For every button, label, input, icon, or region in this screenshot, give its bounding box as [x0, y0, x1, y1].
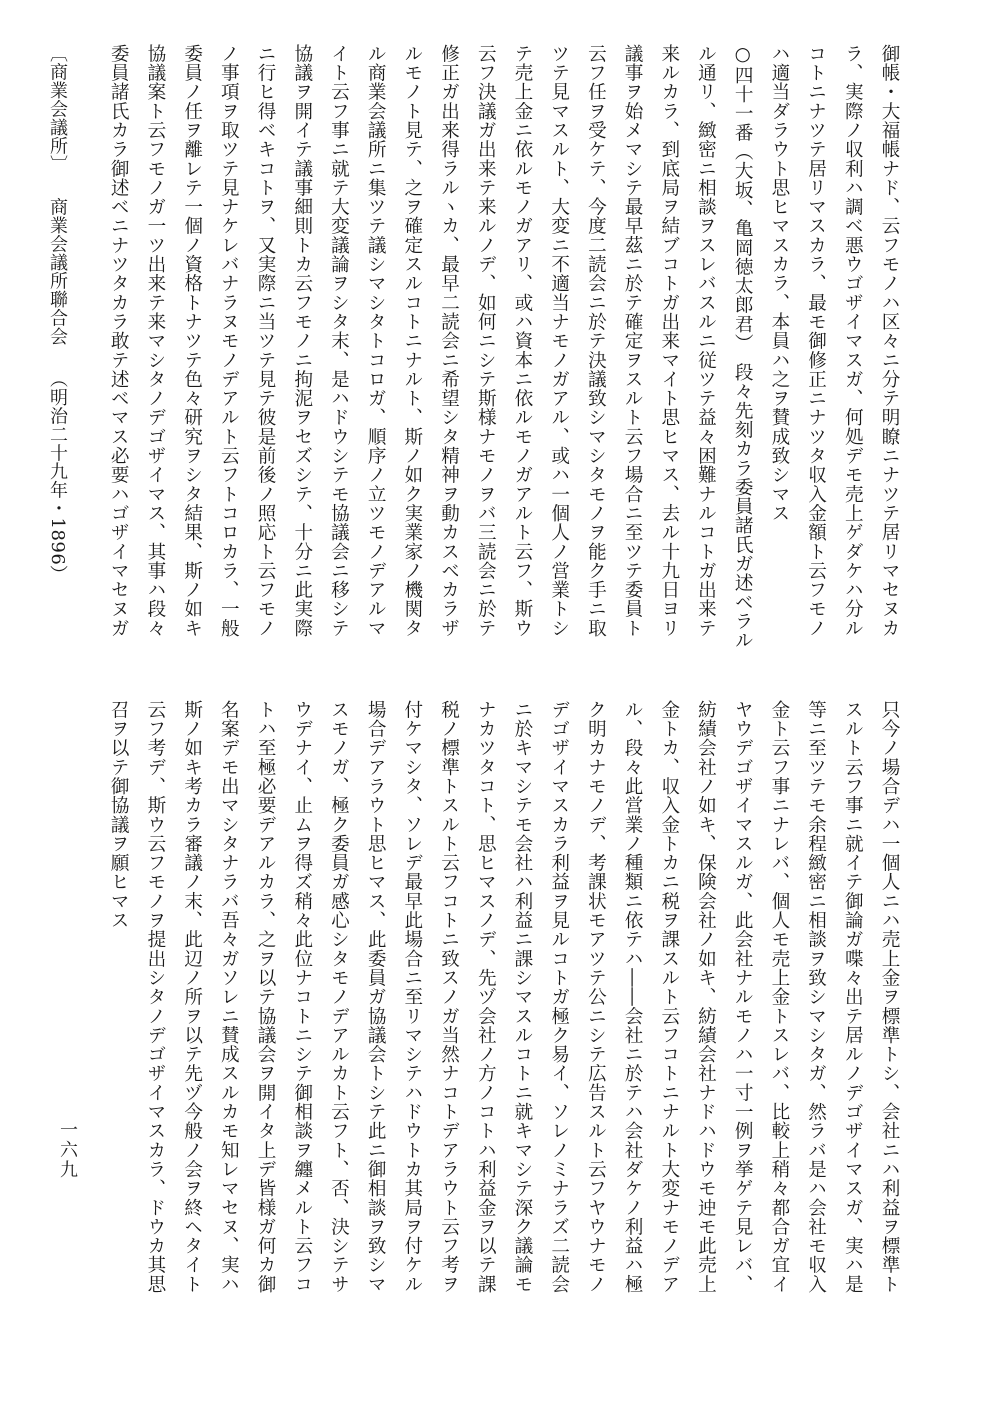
text-column: 議事ヲ始メマシテ最早茲ニ於テ確定ヲスルト云フ場合ニ至ツテ委員ト — [622, 44, 644, 638]
page-number: 一六九 — [57, 1120, 78, 1180]
text-column: イト云フ事ニ就テ大変議論ヲシタ末、是ハドウシテモ協議会ニ移シテ — [328, 44, 350, 638]
text-column: ラ、実際ノ収利ハ調ベ悪ウゴザイマスガ、何処デモ売上ゲダケハ分ル — [842, 44, 864, 638]
text-column: ル商業会議所ニ集ツテ議シマシタトコロガ、順序ノ立ツモノデアルマ — [365, 44, 387, 638]
text-column: 修正ガ出来得ラルヽカ、最早二読会ニ希望シタ精神ヲ動カスベカラザ — [438, 44, 460, 638]
text-column: 云フ考デ、斯ウ云フモノヲ提出シタノデゴザイマスカラ、ドウカ其思 — [144, 700, 166, 1294]
text-column: ヤウデゴザイマスルガ、此会社ナルモノハ一寸一例ヲ挙ゲテ見レバ、 — [732, 700, 754, 1294]
text-column: トハ至極必要デアルカラ、之ヲ以テ協議会ヲ開イタ上デ皆様ガ何カ御 — [255, 700, 277, 1294]
text-column: スルト云フ事ニ就イテ御論ガ喋々出テ居ルノデゴザイマスガ、実ハ是 — [842, 700, 864, 1294]
header-section: 〔商業会議所〕 — [47, 44, 68, 174]
text-column: 等ニ至ツテモ余程緻密ニ相談ヲ致シマシタガ、然ラバ是ハ会社モ収入 — [805, 700, 827, 1294]
text-column: ○四十一番（大坂、亀岡徳太郎君） 段々先刻カラ委員諸氏ガ述ベラル — [732, 44, 754, 650]
lower-text-block — [100, 700, 907, 1325]
text-column: コトニナツテ居リマスカラ、最モ御修正ニナツタ収入金額ト云フモノ — [805, 44, 827, 638]
text-column: 金トカ、収入金トカニ税ヲ課スルト云フコトニナルト大変ナモノデア — [658, 700, 680, 1294]
text-column: ハ適当ダラウト思ヒマスカラ、本員ハ之ヲ賛成致シマス — [768, 44, 790, 523]
text-column: 場合デアラウト思ヒマス、此委員ガ協議会トシテ此ニ御相談ヲ致シマ — [365, 700, 387, 1294]
text-column: 来ルカラ、到底局ヲ結ブコトガ出来マイト思ヒマス、去ル十九日ヨリ — [658, 44, 680, 638]
text-column: 委員諸氏カラ御述ベニナツタカラ敢テ述ベマス必要ハゴザイマセヌガ — [108, 44, 130, 638]
text-column: スモノガ、極ク委員ガ感心シタモノデアルカト云フト、否、決シテサ — [328, 700, 350, 1294]
header-era: （明治二十九年・1896） — [47, 369, 68, 584]
text-column: 召ヲ以テ御協議ヲ願ヒマス — [108, 700, 130, 930]
text-column: ル通リ、緻密ニ相談ヲスレバスルニ従ツテ益々困難ナルコトガ出来テ — [695, 44, 717, 638]
running-header — [44, 44, 70, 584]
text-column: 委員ノ任ヲ離レテ一個ノ資格トナツテ色々研究ヲシタ結果、斯ノ如キ — [181, 44, 203, 638]
text-column: ニ於キマシテモ会社ハ利益ニ課シマスルコトニ就キマシテ深ク議論モ — [511, 700, 533, 1294]
text-column: 只今ノ場合デハ一個人ニハ売上金ヲ標準トシ、会社ニハ利益ヲ標準ト — [879, 700, 900, 1294]
text-column: 金ト云フ事ニナレバ、個人モ売上金トスレバ、比較上稍々都合ガ宜イ — [768, 700, 790, 1294]
text-column: ツテ見マスルト、大変ニ不適当ナモノガアル、或ハ一個人ノ営業トシ — [548, 44, 570, 638]
text-column: 協議ヲ開イテ議事細則トカ云フモノニ拘泥ヲセズシテ、十分ニ此実際 — [291, 44, 313, 638]
text-column: テ売上金ニ依ルモノガアリ、或ハ資本ニ依ルモノガアルト云フ、斯ウ — [511, 44, 533, 638]
text-column: ウデナイ、止ムヲ得ズ稍々此位ナコトニシテ御相談ヲ纏メルト云フコ — [291, 700, 313, 1294]
text-column: ルモノト見テ、之ヲ確定スルコトニナルト、斯ノ如ク実業家ノ機関タ — [401, 44, 423, 638]
text-column: ナカツタコト、思ヒマスノデ、先ヅ会社ノ方ノコトハ利益金ヲ以テ課 — [475, 700, 497, 1294]
text-column: 御帳・大福帳ナド、云フモノハ区々ニ分テ明瞭ニナツテ居リマセヌカ — [879, 44, 900, 638]
text-column: 名案デモ出マシタナラバ吾々ガソレニ賛成スルカモ知レマセヌ、実ハ — [218, 700, 240, 1294]
text-column: 云フ任ヲ受ケテ、今度二読会ニ於テ決議致シマシタモノヲ能ク手ニ取 — [585, 44, 607, 638]
text-column: ノ事項ヲ取ツテ見ナケレバナラヌモノデアルト云フトコロカラ、一般 — [218, 44, 240, 638]
text-column: ク明カナモノデ、考課状モアツテ公ニシテ広告スルト云フヤウナモノ — [585, 700, 607, 1294]
header-title: 商業会議所聯合会 — [47, 197, 68, 346]
text-column: 云フ決議ガ出来テ来ルノデ、如何ニシテ斯様ナモノヲバ三読会ニ於テ — [475, 44, 497, 638]
text-column: 協議案ト云フモノガ一ツ出来テ来マシタノデゴザイマス、其事ハ段々 — [144, 44, 166, 638]
text-column: ニ行ヒ得ベキコトヲ、又実際ニ当ツテ見テ彼是前後ノ照応ト云フモノ — [255, 44, 277, 638]
text-column: 紡績会社ノ如キ、保険会社ノ如キ、紡績会社ナドハドウモ迚モ此売上 — [695, 700, 717, 1294]
text-column: 税ノ標準トスルト云フコトニ致スノガ当然ナコトデアラウト云フ考ヲ — [438, 700, 460, 1294]
text-column: デゴザイマスカラ利益ヲ見ルコトガ極ク易イ、ソレノミナラズ二読会 — [548, 700, 570, 1294]
text-column: ル、段々此営業ノ種類ニ依テハ――会社ニ於テハ会社ダケノ利益ハ極 — [622, 700, 644, 1294]
upper-text-block — [100, 44, 907, 658]
text-column: 斯ノ如キ考カラ審議ノ末、此辺ノ所ヲ以テ先ヅ今般ノ会ヲ終ヘタイト — [181, 700, 203, 1294]
text-column: 付ケマシタ、ソレデ最早此場合ニ至リマシテハドウトカ其局ヲ付ケル — [401, 700, 423, 1294]
